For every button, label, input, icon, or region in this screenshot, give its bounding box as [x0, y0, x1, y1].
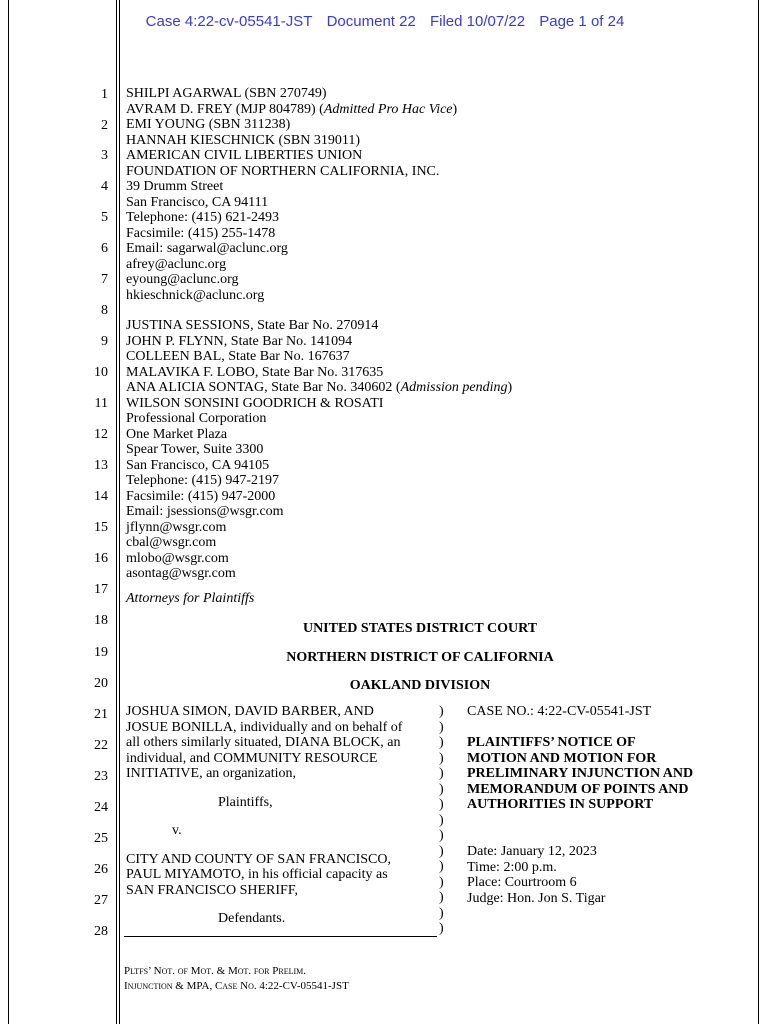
line-number: 4 [101, 179, 108, 194]
defendant-line: PAUL MIYAMOTO, in his official capacity as [126, 867, 388, 882]
plaintiff-line: JOSUE BONILLA, individually and on behalf of [126, 719, 403, 735]
page-border-right [758, 0, 759, 1024]
footer-line-1: Pltfs’ Not. of Mot. & Mot. for Prelim. [124, 965, 306, 977]
footer-line-2: Injunction & MPA, Case No. 4:22-CV-05541-JST [124, 980, 349, 992]
line-number: 13 [94, 458, 108, 473]
counsel-line: FOUNDATION OF NORTHERN CALIFORNIA, INC. [126, 163, 440, 179]
case-number: CASE NO.: 4:22-CV-05541-JST [467, 704, 652, 719]
plaintiff-line: all others similarly situated, DIANA BLOCK, an [126, 735, 401, 750]
counsel-line: hkieschnick@aclunc.org [126, 287, 265, 303]
hearing-judge: Judge: Hon. Jon S. Tigar [467, 890, 606, 906]
line-number: 10 [94, 365, 108, 380]
caption-parties [126, 704, 402, 927]
court-division: OAKLAND DIVISION [349, 678, 491, 693]
counsel-line: One Market Plaza [126, 426, 228, 442]
counsel-line: Telephone: (415) 621-2493 [126, 210, 279, 225]
counsel-line: afrey@aclunc.org [126, 256, 227, 272]
counsel-line: mlobo@wsgr.com [126, 550, 229, 566]
line-number: 15 [94, 520, 108, 535]
line-number: 19 [94, 645, 108, 660]
counsel-line: Telephone: (415) 947-2197 [126, 473, 279, 488]
court-name: UNITED STATES DISTRICT COURT [302, 621, 538, 636]
hearing-date: Date: January 12, 2023 [467, 844, 597, 859]
line-number: 16 [94, 551, 108, 566]
plaintiff-line: JOSHUA SIMON, DAVID BARBER, AND [126, 704, 374, 719]
counsel-line: EMI YOUNG (SBN 311238) [126, 117, 291, 132]
hearing-info [467, 844, 605, 906]
counsel-line: Email: jsessions@wsgr.com [126, 504, 284, 519]
margin-rule-inner [119, 0, 120, 1024]
counsel-block-aclu [126, 86, 457, 303]
margin-rule-outer [116, 0, 117, 1024]
page-footer [124, 964, 349, 994]
counsel-line: jflynn@wsgr.com [126, 519, 227, 535]
line-number: 7 [101, 272, 108, 287]
counsel-line: San Francisco, CA 94111 [126, 194, 269, 210]
ecf-header [0, 13, 770, 30]
counsel-line: JOHN P. FLYNN, State Bar No. 141094 [126, 333, 353, 349]
line-number: 12 [94, 427, 108, 442]
counsel-line: WILSON SONSINI GOODRICH & ROSATI [126, 395, 384, 411]
counsel-line: 39 Drumm Street [126, 179, 224, 194]
line-number: 17 [94, 582, 108, 597]
line-number: 28 [94, 924, 108, 939]
counsel-line: HANNAH KIESCHNICK (SBN 319011) [126, 132, 360, 148]
line-number: 21 [94, 707, 108, 722]
line-number: 25 [94, 831, 108, 846]
versus: v. [172, 823, 182, 838]
line-number: 9 [101, 334, 108, 349]
line-number: 24 [94, 800, 108, 815]
hearing-place: Place: Courtroom 6 [467, 875, 577, 890]
counsel-line: COLLEEN BAL, State Bar No. 167637 [126, 349, 350, 364]
counsel-line: asontag@wsgr.com [126, 566, 236, 581]
counsel-line: AMERICAN CIVIL LIBERTIES UNION [126, 148, 363, 163]
line-number: 6 [101, 241, 108, 256]
counsel-line: ANA ALICIA SONTAG, State Bar No. 340602 (Admission pending) [126, 380, 513, 395]
hearing-time: Time: 2:00 p.m. [467, 859, 557, 875]
line-number: 27 [94, 893, 108, 908]
page-border-left [8, 0, 9, 1024]
counsel-line: Spear Tower, Suite 3300 [126, 442, 264, 457]
line-number: 22 [94, 738, 108, 753]
defendant-line: SAN FRANCISCO SHERIFF, [126, 882, 298, 898]
plaintiffs-label: Plaintiffs, [218, 794, 273, 810]
counsel-line: Email: sagarwal@aclunc.org [126, 241, 288, 256]
line-number: 14 [94, 489, 108, 504]
ecf-filed: Filed 10/07/22 [429, 13, 526, 30]
counsel-line: cbal@wsgr.com [126, 535, 217, 550]
counsel-line: AVRAM D. FREY (MJP 804789) (Admitted Pro Hac Vice) [126, 101, 458, 117]
defendants-label: Defendants. [218, 911, 286, 926]
counsel-line: Facsimile: (415) 255-1478 [126, 225, 276, 241]
line-number: 8 [101, 303, 108, 318]
document-title: PLAINTIFFS’ NOTICE OF MOTION AND MOTION FOR PRELIMINARY INJUNCTION AND MEMORANDUM OF POINTS AND AUTHORITIES IN SUPPORT [467, 735, 694, 812]
counsel-line: eyoung@aclunc.org [126, 272, 239, 287]
counsel-line: San Francisco, CA 94105 [126, 457, 270, 473]
caption-rule [124, 936, 437, 937]
ecf-case: Case 4:22-cv-05541-JST [145, 13, 313, 30]
plaintiff-line: INITIATIVE, an organization, [126, 766, 297, 781]
line-number: 3 [101, 148, 108, 163]
ecf-document: Document 22 [326, 13, 416, 30]
line-number: 20 [94, 676, 108, 691]
line-number: 26 [94, 862, 108, 877]
line-number: 23 [94, 769, 108, 784]
court-district: NORTHERN DISTRICT OF CALIFORNIA [286, 650, 554, 665]
counsel-line: JUSTINA SESSIONS, State Bar No. 270914 [126, 318, 379, 333]
caption-parens: ) ) ) ) ) ) ) ) ) ) ) ) ) ) ) [439, 704, 444, 936]
plaintiff-line: individual, and COMMUNITY RESOURCE [126, 750, 378, 766]
line-number: 1 [101, 87, 108, 102]
ecf-page: Page 1 of 24 [539, 13, 625, 30]
line-number: 11 [94, 396, 108, 411]
counsel-line: SHILPI AGARWAL (SBN 270749) [126, 86, 327, 101]
defendant-line: CITY AND COUNTY OF SAN FRANCISCO, [126, 851, 391, 867]
counsel-line: MALAVIKA F. LOBO, State Bar No. 317635 [126, 364, 384, 380]
line-number: 18 [94, 613, 108, 628]
counsel-line: Professional Corporation [126, 411, 267, 426]
counsel-block-wsgr [126, 318, 512, 582]
line-number: 2 [101, 118, 108, 133]
attorneys-for: Attorneys for Plaintiffs [126, 591, 255, 606]
line-number: 5 [101, 210, 108, 225]
counsel-line: Facsimile: (415) 947-2000 [126, 488, 276, 504]
